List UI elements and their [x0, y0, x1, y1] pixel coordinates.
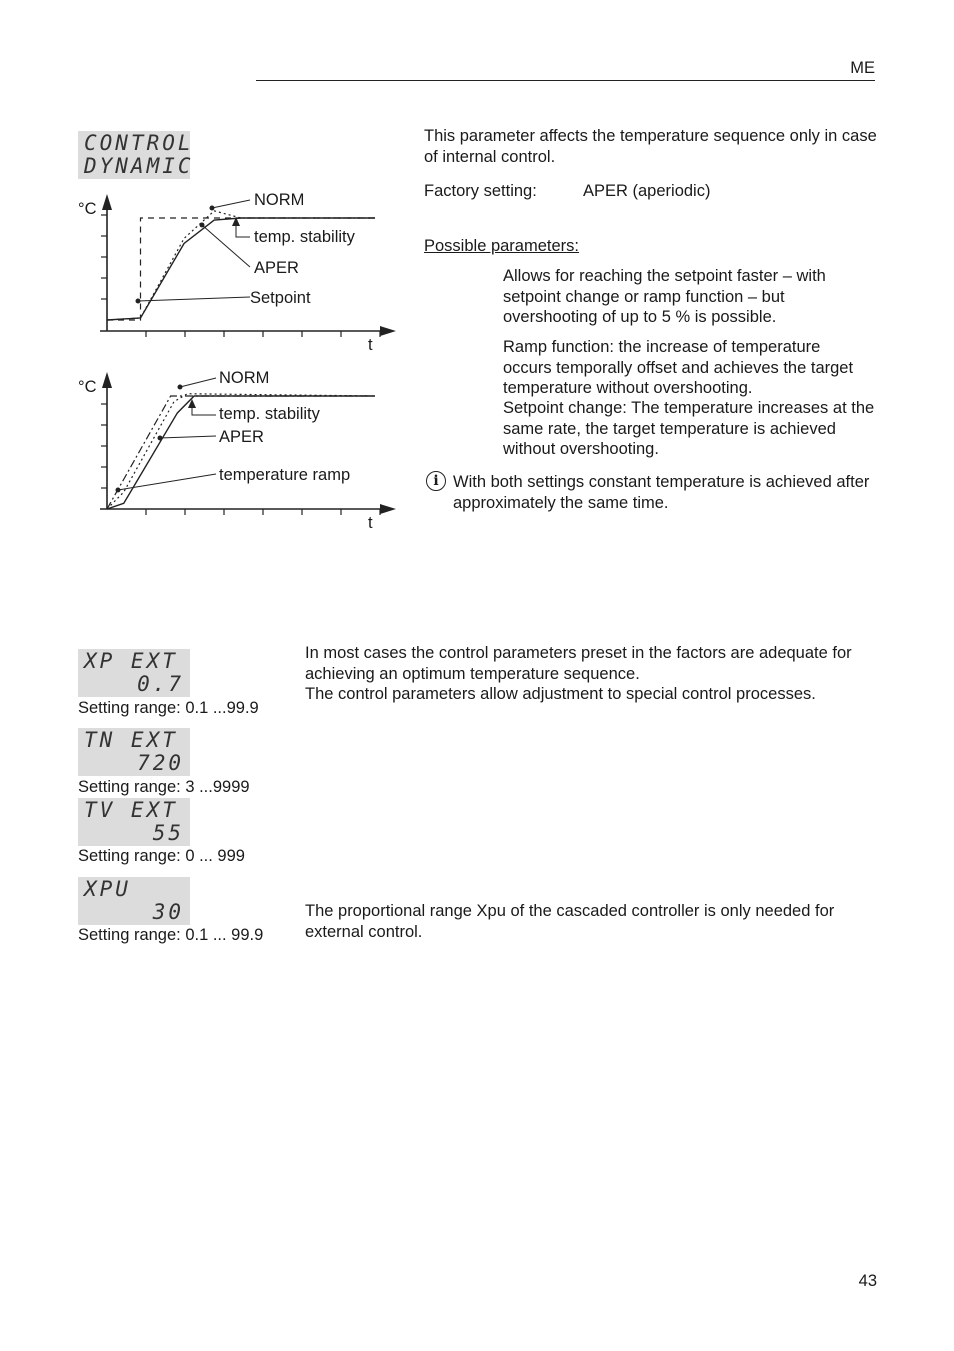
aper-label: APER	[254, 259, 299, 277]
norm-description: Allows for reaching the setpoint faster – with setpoint change or ramp function – but overshooting of up to 5 % is possible.	[503, 267, 826, 326]
chart-temperature-ramp	[70, 366, 410, 534]
lcd-value: 0.7	[137, 672, 184, 696]
aper-leader	[202, 225, 250, 267]
lcd-control-dynamic	[78, 131, 194, 179]
lcd-value: 30	[152, 900, 184, 924]
xpu-description: The proportional range Xpu of the cascaded controller is only needed for external control.	[305, 902, 835, 941]
norm-label: NORM	[219, 369, 270, 387]
ramp-label: temperature ramp	[219, 466, 351, 484]
y-axis-label: °C	[78, 378, 97, 396]
stability-label: temp. stability	[219, 405, 320, 423]
lcd-line-1: TV EXT	[84, 798, 178, 822]
stability-label: temp. stability	[254, 228, 355, 246]
norm-label: NORM	[254, 191, 305, 209]
lcd-line-1: TN EXT	[84, 728, 178, 752]
setpoint-label: Setpoint	[250, 289, 311, 307]
setpoint-leader	[138, 297, 250, 301]
factory-setting-label: Factory setting:	[424, 182, 537, 200]
stability-leader	[236, 218, 250, 237]
y-axis-arrow	[102, 194, 112, 210]
lcd-value: 720	[137, 751, 184, 775]
page-number: 43	[858, 1272, 877, 1290]
info-icon: i	[426, 471, 446, 491]
aper-ramp-description: Ramp function: the increase of temperature occurs temporally offset and achieves the target temperature without overshooting.	[503, 338, 854, 397]
aper-setpoint-description: Setpoint change: The temperature increases at the same rate, the target temperature is achieved without overshooting.	[503, 399, 875, 458]
xpu-range: Setting range: 0.1 ... 99.9	[78, 926, 264, 944]
x-axis-label: t	[368, 514, 373, 532]
possible-parameters-heading: Possible parameters:	[424, 237, 579, 255]
lcd-tn-ext	[78, 728, 190, 776]
x-axis-arrow	[380, 326, 396, 336]
section-label: ME	[850, 59, 875, 77]
norm-leader	[180, 378, 216, 387]
aper-label: APER	[219, 428, 264, 446]
lcd-xp-ext	[78, 649, 190, 697]
lcd-line-1: XP EXT	[84, 649, 178, 673]
lcd-value: 55	[152, 821, 184, 845]
control-dynamic-intro: This parameter affects the temperature sequence only in case of internal control.	[424, 127, 877, 166]
info-note: With both settings constant temperature is achieved after approximately the same time.	[453, 473, 870, 512]
lcd-line-1: CONTROL	[84, 131, 194, 155]
y-axis-label: °C	[78, 200, 97, 218]
aper-leader	[160, 436, 216, 438]
y-axis-arrow	[102, 372, 112, 388]
lcd-line-2: DYNAMIC	[84, 154, 194, 178]
tv-ext-range: Setting range: 0 ... 999	[78, 847, 245, 865]
xp-ext-range: Setting range: 0.1 ...99.9	[78, 699, 259, 717]
factory-setting-value: APER (aperiodic)	[583, 182, 711, 200]
control-params-intro-2: The control parameters allow adjustment to special control processes.	[305, 685, 816, 703]
norm-leader	[212, 200, 250, 208]
x-axis-arrow	[380, 504, 396, 514]
x-axis-label: t	[368, 336, 373, 354]
lcd-tv-ext	[78, 798, 190, 846]
control-params-intro-1: In most cases the control parameters preset in the factors are adequate for achieving an optimum temperature sequence.	[305, 644, 852, 683]
lcd-line-1: XPU	[84, 877, 131, 901]
chart-setpoint-change	[70, 188, 410, 356]
header-rule	[256, 80, 875, 81]
lcd-xpu	[78, 877, 190, 925]
tn-ext-range: Setting range: 3 ...9999	[78, 778, 250, 796]
